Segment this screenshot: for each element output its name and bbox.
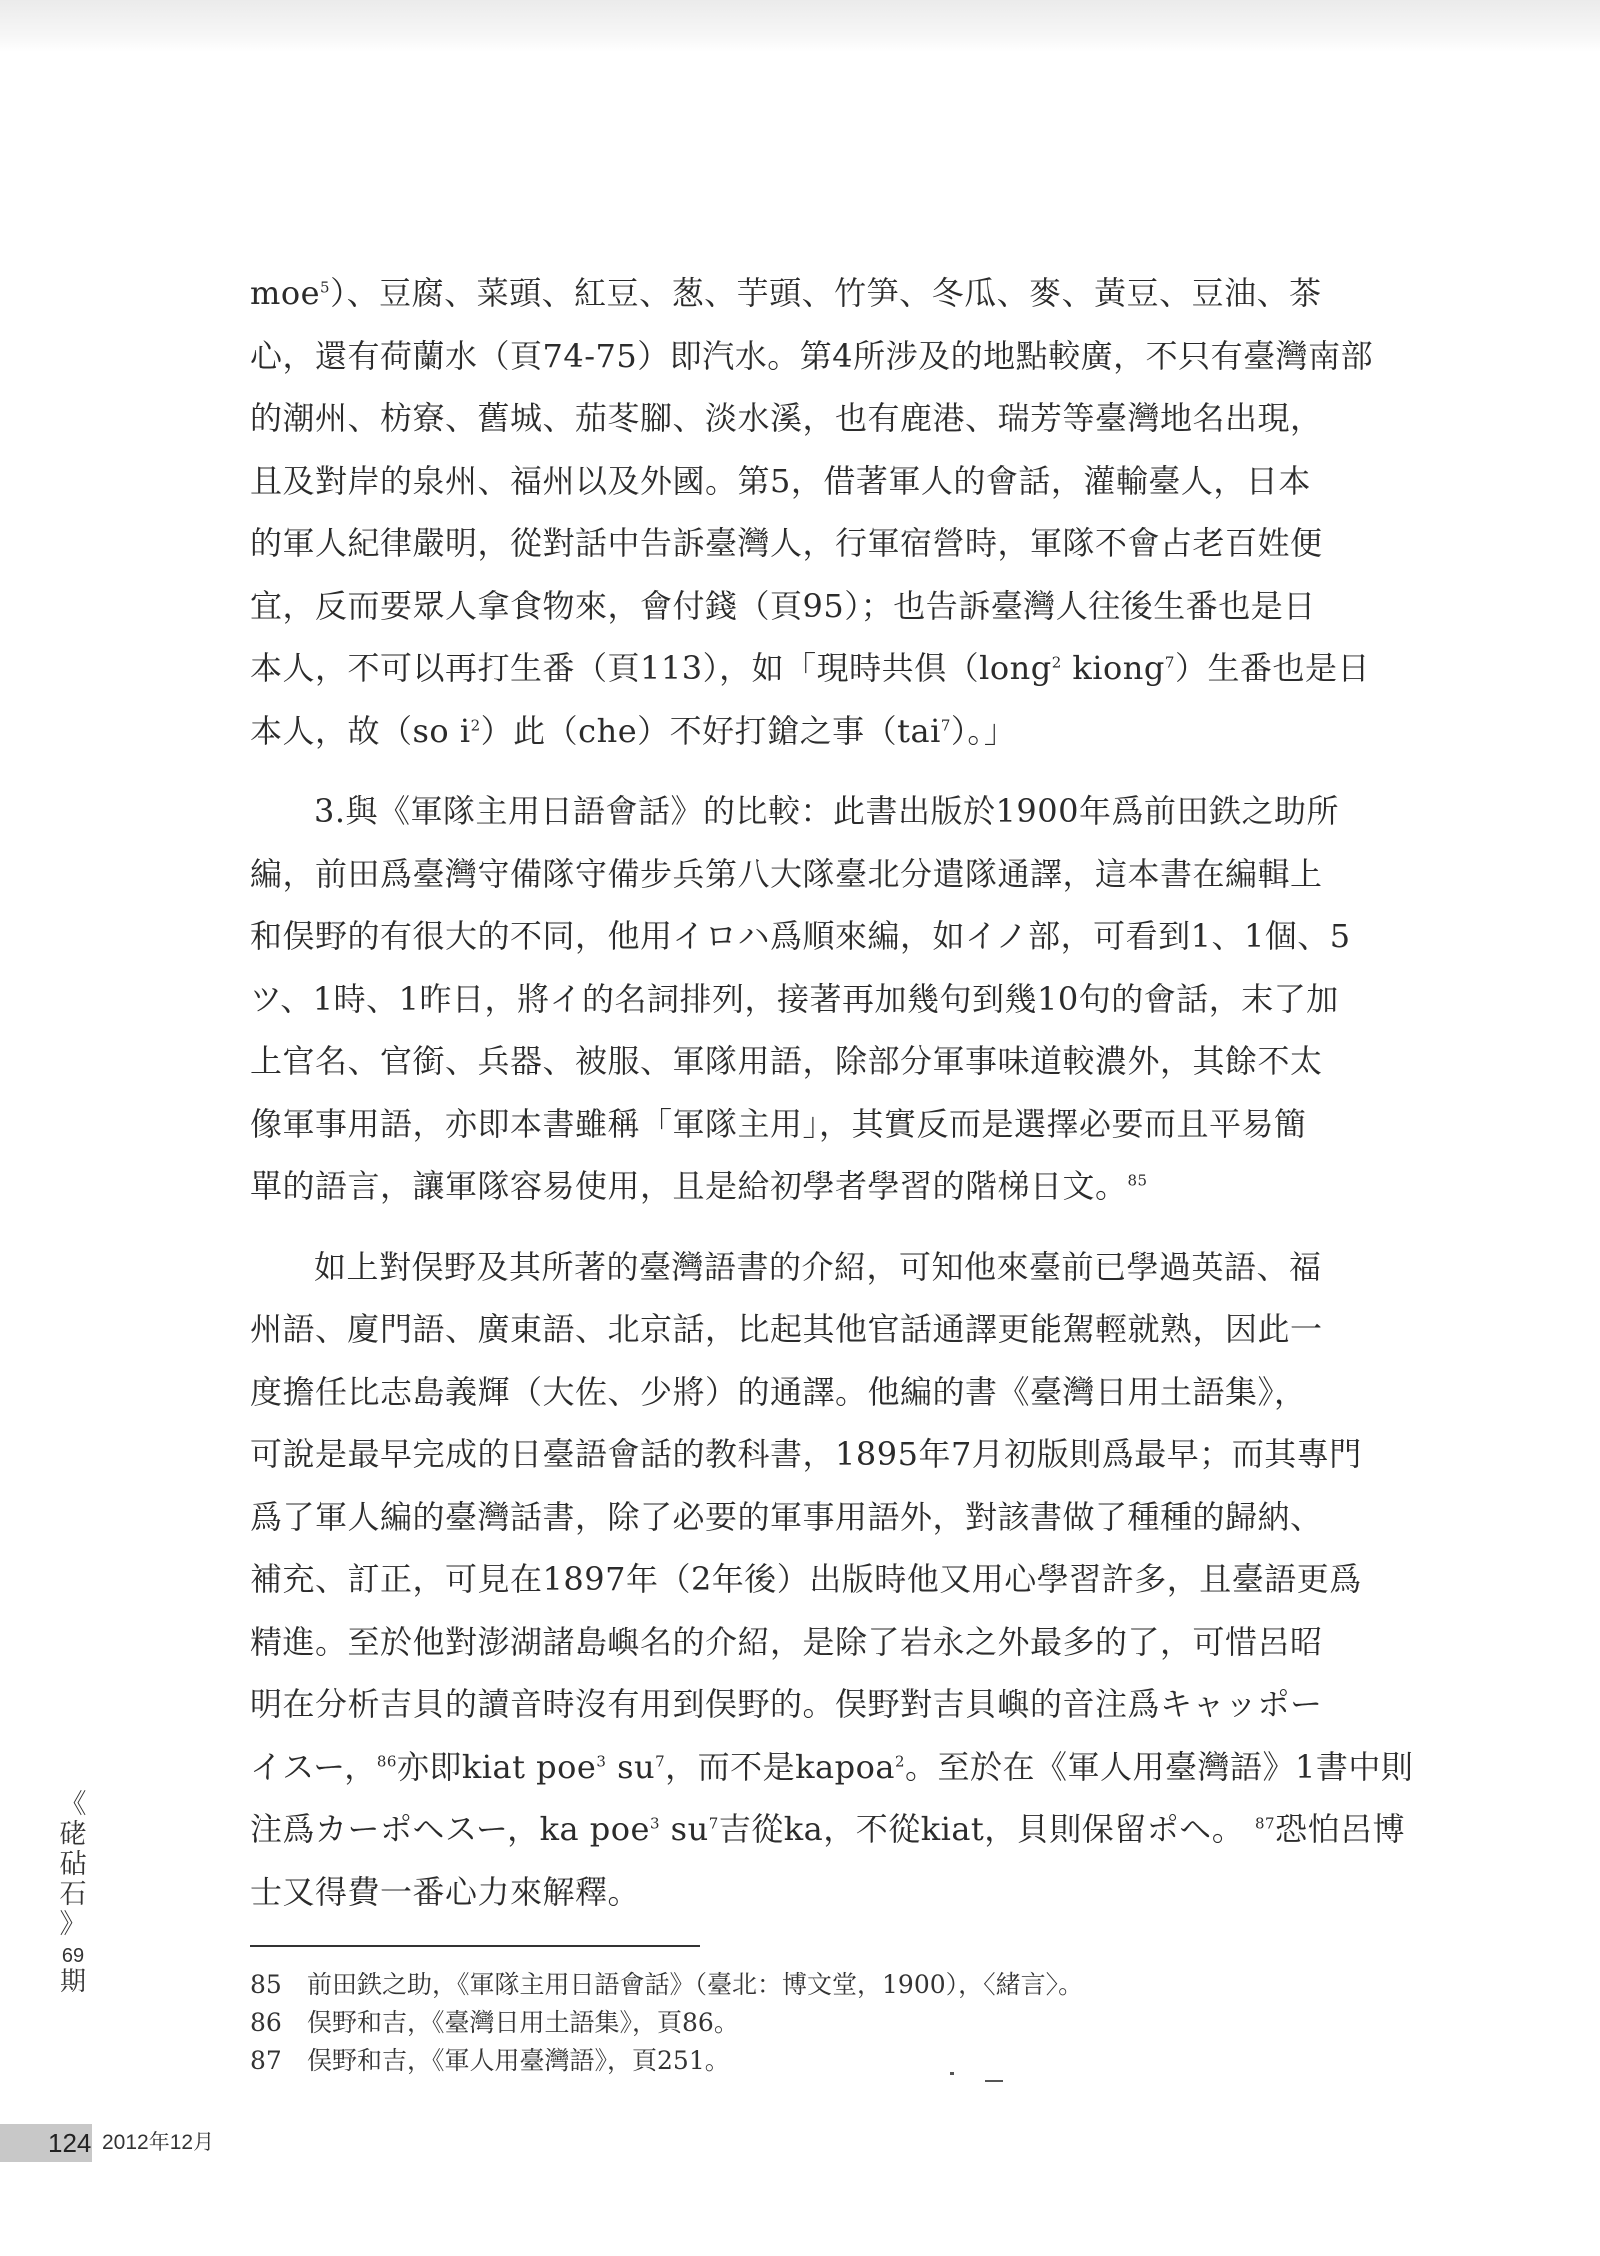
- text-line: 本人，不可以再打生番（頁113），如「現時共倶（long$^2$ kiong$^7$）生番也是日: [250, 649, 1370, 687]
- body-text: [250, 262, 1440, 1923]
- text-line: 可說是最早完成的日臺語會話的教科書，1895年7月初版則爲最早；而其專門: [250, 1435, 1362, 1473]
- text-line: 宜，反而要眾人拿食物來，會付錢（頁95）；也告訴臺灣人往後生番也是日: [250, 586, 1316, 625]
- scan-speck: [985, 2080, 1003, 2082]
- text-line: 和俣野的有很大的不同，他用イロハ爲順來編，如イノ部，可看到1、1個、5: [250, 917, 1351, 955]
- footnote-divider: [250, 1945, 700, 1947]
- text-line: 度擔任比志島義輝（大佐、少將）的通譯。他編的書《臺灣日用土語集》，: [250, 1372, 1307, 1411]
- text-line: 如上對俣野及其所著的臺灣語書的介紹，可知他來臺前已學過英語、福: [314, 1247, 1322, 1286]
- text-line: 心，還有荷蘭水（頁74-75）即汽水。第4所涉及的地點較廣，不只有臺灣南部: [250, 336, 1374, 375]
- text-line: 上官名、官銜、兵器、被服、軍隊用語，除部分軍事味道較濃外，其餘不太: [250, 1042, 1323, 1080]
- scan-top-strip: [0, 0, 1600, 52]
- text-line: 且及對岸的泉州、福州以及外國。第5，借著軍人的會話，灌輸臺人，日本: [250, 461, 1311, 500]
- journal-side-label: 《 硓 砧 石 》 69 期: [43, 1790, 103, 1996]
- issue-number: 69: [61, 1945, 85, 1967]
- scan-speck: [950, 2072, 954, 2075]
- text-line: 注爲カーポヘスー，ka poe$^3$ $su^7$吉從ka，不從kiat，貝則保留ポヘ。 $^{87}$恐怕呂博: [250, 1810, 1406, 1848]
- footnote-86: 86 俣野和吉，《臺灣日用土語集》，頁86。: [250, 2008, 739, 2037]
- text-line: 補充、訂正，可見在1897年（2年後）出版時他又用心學習許多，且臺語更爲: [250, 1560, 1362, 1598]
- text-line: moe$^5$）、豆腐、菜頭、紅豆、葱、芋頭、竹笋、冬瓜、麥、黃豆、豆油、茶: [250, 274, 1322, 312]
- text-line: 像軍事用語，亦即本書雖稱「軍隊主用」，其實反而是選擇必要而且平易簡: [250, 1104, 1307, 1143]
- page-number: 124: [48, 2128, 92, 2158]
- text-line: 精進。至於他對澎湖諸島嶼名的介紹，是除了岩永之外最多的了，可惜呂昭: [250, 1622, 1323, 1661]
- issue-date: 2012年12月: [102, 2131, 215, 2154]
- text-line: 州語、廈門語、廣東語、北京話，比起其他官話通譯更能駕輕就熟，因此一: [250, 1310, 1323, 1348]
- footnote-87: 87 俣野和吉，《軍人用臺灣語》，頁251。: [250, 2046, 730, 2075]
- text-line: 明在分析吉貝的讀音時沒有用到俣野的。俣野對吉貝嶼的音注爲キャッポー: [250, 1685, 1323, 1723]
- footnote-ref: 85: [1127, 1171, 1148, 1190]
- text-line: イスー，$^{86}$亦即kiat poe$^3$ $su^7$，而不是kapoa$^2$。至於在《軍人用臺灣語》1書中則: [250, 1747, 1414, 1786]
- footnotes: [250, 1966, 1350, 2080]
- text-line: ツ、1時、1昨日，將イ的名詞排列，接著再加幾句到幾10句的會話，末了加: [250, 979, 1339, 1018]
- footnote-85: 85 前田鉄之助，《軍隊主用日語會話》（臺北：博文堂，1900），〈緒言〉。: [250, 1970, 1084, 1999]
- text-line: 士又得費一番心力來解釋。: [250, 1872, 641, 1911]
- footnote-ref: 86: [376, 1751, 397, 1770]
- text-line: 爲了軍人編的臺灣話書，除了必要的軍事用語外，對該書做了種種的歸納、: [250, 1497, 1323, 1536]
- text-line: 編，前田爲臺灣守備隊守備步兵第八大隊臺北分遣隊通譯，這本書在編輯上: [250, 854, 1323, 893]
- text-line: 的軍人紀律嚴明，從對話中告訴臺灣人，行軍宿營時，軍隊不會占老百姓便: [250, 524, 1323, 562]
- text-line: 單的語言，讓軍隊容易使用，且是給初學者學習的階梯日文。$^{85}$: [250, 1167, 1148, 1205]
- text-line: 的潮州、枋寮、舊城、茄苳腳、淡水溪，也有鹿港、瑞芳等臺灣地名出現，: [250, 399, 1323, 437]
- text-line: 本人，故（so $i^2$）此（che）不好打鎗之事（tai$^7$）。」: [250, 711, 1017, 750]
- footnote-ref: 87: [1254, 1814, 1276, 1833]
- text-line: 3.與《軍隊主用日語會話》的比較：此書出版於1900年爲前田鉄之助所: [314, 792, 1339, 830]
